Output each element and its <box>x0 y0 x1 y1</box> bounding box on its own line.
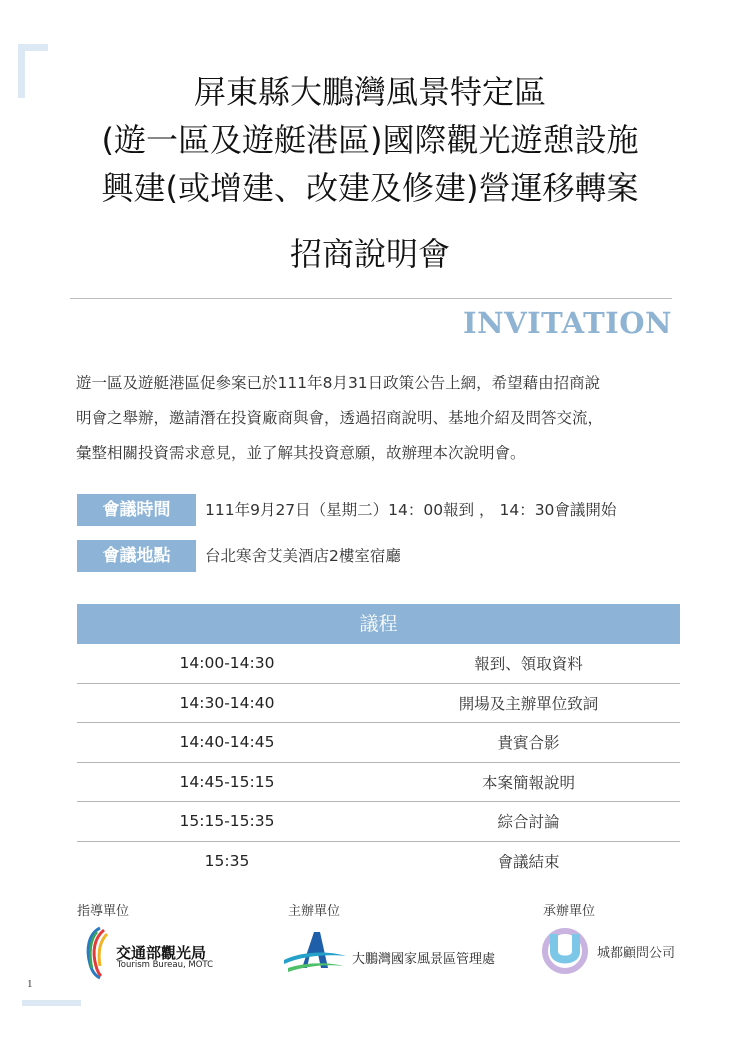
executor-unit-label: 承辦單位 <box>543 904 596 919</box>
agenda-table <box>77 604 680 880</box>
meeting-place-label: 會議地點 <box>77 540 196 572</box>
host-unit-label: 主辦單位 <box>288 904 341 919</box>
agenda-item: 綜合討論 <box>497 813 560 832</box>
agenda-row <box>77 763 680 803</box>
agenda-time: 15:15-15:35 <box>179 812 275 831</box>
meeting-time-value: 111年9月27日（星期二）14：00報到 ， 14：30會議開始 <box>205 501 617 519</box>
invitation-heading: INVITATION <box>463 306 672 340</box>
title-line-1: 屏東縣大鵬灣風景特定區 <box>193 73 546 111</box>
agenda-time: 15:35 <box>204 851 250 870</box>
title-line-2: (遊一區及遊艇港區)國際觀光遊憩設施 <box>101 121 639 159</box>
executor-unit-name: 城都顧問公司 <box>597 946 676 961</box>
intro-line-1: 遊一區及遊艇港區促參案已於111年8月31日政策公告上網，希望藉由招商說 <box>76 374 601 392</box>
guide-unit-name: 交通部觀光局 <box>116 944 207 962</box>
agenda-row <box>77 842 680 881</box>
agenda-header: 議程 <box>77 604 680 644</box>
u-ring-logo-icon <box>540 924 590 976</box>
title-line-3: 興建(或增建、改建及修建)營運移轉案 <box>101 169 639 207</box>
meeting-time-label: 會議時間 <box>77 494 196 526</box>
intro-line-2: 明會之舉辦，邀請潛在投資廠商與會，透過招商說明、基地介紹及問答交流， <box>76 409 604 427</box>
tourism-bureau-logo <box>80 924 230 980</box>
guide-unit-name-en: Tourism Bureau, MOTC <box>117 960 214 970</box>
agenda-item: 本案簡報說明 <box>481 773 575 792</box>
intro-paragraph <box>76 366 676 471</box>
dapeng-bay-logo <box>280 926 520 976</box>
city-consultant-logo <box>540 924 690 976</box>
agenda-row <box>77 684 680 724</box>
agenda-time: 14:00-14:30 <box>179 654 275 673</box>
agenda-time: 14:30-14:40 <box>179 693 275 712</box>
agenda-item: 報到、領取資料 <box>474 655 583 674</box>
bottom-decoration <box>22 1000 81 1006</box>
agenda-row <box>77 644 680 684</box>
meeting-place-value: 台北寒舍艾美酒店2樓室宿廳 <box>205 547 401 565</box>
agenda-row <box>77 723 680 763</box>
intro-line-3: 彙整相關投資需求意見，並了解其投資意願，故辦理本次說明會。 <box>76 444 526 462</box>
dapeng-bay-emblem-icon <box>280 926 350 976</box>
agenda-time: 14:45-15:15 <box>179 772 275 791</box>
page-number: 1 <box>27 978 33 990</box>
agenda-item: 開場及主辦單位致詞 <box>458 694 599 713</box>
agenda-item: 貴賓合影 <box>497 734 560 753</box>
host-unit-name: 大鵬灣國家風景區管理處 <box>352 952 496 967</box>
agenda-item: 會議結束 <box>497 852 560 871</box>
guide-unit-label: 指導單位 <box>77 904 130 919</box>
taiwan-ribbon-icon <box>80 924 114 980</box>
agenda-time: 14:40-14:45 <box>179 733 275 752</box>
title-line-4: 招商說明會 <box>289 235 450 273</box>
agenda-row <box>77 802 680 842</box>
divider <box>70 298 672 299</box>
